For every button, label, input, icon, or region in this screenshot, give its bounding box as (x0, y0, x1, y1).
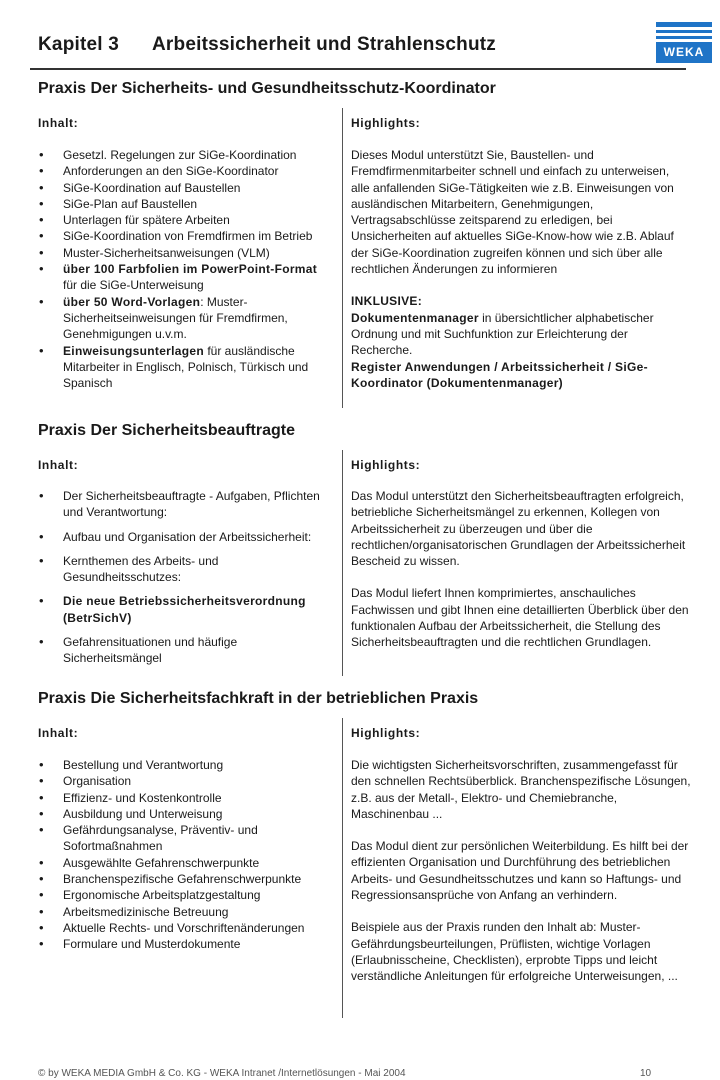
inklusive-bold: Dokumentenmanager (351, 310, 479, 325)
item-bold-text: über 100 Farbfolien im PowerPoint-Format (63, 262, 318, 277)
item-text: Ausgewählte Gefahrenschwerpunkte (63, 855, 260, 870)
item-bold-text: über 50 Word-Vorlagen (63, 294, 201, 309)
register-path: Register Anwendungen / Arbeitssicherheit / SiGe-Koordinator (Dokumentenmanager) (351, 359, 648, 390)
logo-stripe (656, 27, 712, 30)
inhalt-list (38, 488, 328, 675)
highlights-heading: Highlights: (351, 458, 421, 472)
list-item (38, 196, 328, 212)
item-text: Bestellung und Verantwortung (63, 758, 224, 772)
highlights-heading: Highlights: (351, 726, 421, 740)
list-item (38, 180, 328, 196)
item-text: für ausländische Mitarbeiter in Englisch, Polnisch, Türkisch und Spanisch (63, 343, 309, 391)
item-text: Unterlagen für spätere Arbeiten (63, 213, 230, 228)
item-text: Formulare und Musterdokumente (63, 937, 241, 952)
item-text: Gefahrensituationen und häufige Sicherheitsmängel (63, 635, 238, 666)
inhalt-list (38, 147, 328, 391)
column-divider (342, 108, 343, 408)
logo-stripe (656, 39, 712, 42)
list-item (38, 529, 328, 545)
item-text: SiGe-Koordination von Fremdfirmen im Betrieb (63, 229, 313, 244)
item-text: für die SiGe-Unterweisung (63, 278, 204, 293)
section-title: Praxis Der Sicherheitsbeauftragte (38, 422, 295, 439)
inklusive-text: in übersichtlicher alphabetischer Ordnung und mit Suchfunktion zur Erleichterung der Recherche. (351, 310, 654, 358)
list-item (38, 147, 328, 163)
item-text: Ausbildung und Unterweisung (63, 806, 223, 821)
highlights-paragraph: Das Modul unterstützt den Sicherheitsbeauftragten erfolgreich, betriebliche Sicherheitsmängel zu erkennen, Kollegen von Arbeitssicherheit zu überzeugen und über die rechtlichen/organisatorischen Grundlagen der Arbeitssicherheit Bescheid zu wissen. (351, 489, 686, 569)
logo-text: WEKA (663, 45, 705, 59)
item-text: : Muster-Sicherheitseinweisungen für Fremdfirmen, Genehmigungen u.v.m. (63, 294, 288, 342)
list-item (38, 261, 328, 294)
list-item (38, 757, 328, 773)
item-text: Gefährdungsanalyse, Präventiv- und Sofortmaßnahmen (63, 823, 258, 854)
inhalt-heading: Inhalt: (38, 116, 79, 130)
item-text: Kernthemen des Arbeits- und Gesundheitsschutzes: (63, 553, 219, 585)
list-item (38, 228, 328, 244)
item-text: Organisation (63, 774, 132, 789)
item-text: Gesetzl. Regelungen zur SiGe-Koordination (63, 148, 297, 162)
list-item (38, 553, 328, 586)
logo-stripe (656, 33, 712, 36)
highlights-paragraph: Das Modul liefert Ihnen komprimiertes, anschauliches Fachwissen und gibt Ihnen eine detaillierten Überblick über den funktionalen Aufbau der Arbeitssicherheit, die Stellung des Sicherheitsbeauftragten und die rechtlichen Grundlagen. (351, 586, 689, 650)
item-text: Arbeitsmedizinische Betreuung (63, 904, 229, 919)
item-text: Aufbau und Organisation der Arbeitssicherheit: (63, 529, 312, 544)
item-bold-text: Die neue Betriebssicherheitsverordnung (BetrSichV) (63, 594, 306, 625)
chapter-title: Arbeitssicherheit und Strahlenschutz (152, 34, 496, 55)
item-bold-text: Einweisungsunterlagen (63, 343, 204, 358)
column-divider (342, 718, 343, 1018)
list-item (38, 593, 328, 626)
list-item (38, 871, 328, 887)
list-item (38, 936, 328, 952)
item-text: Ergonomische Arbeitsplatzgestaltung (63, 888, 261, 903)
item-text: Aktuelle Rechts- und Vorschriftenänderungen (63, 920, 305, 935)
chapter-label: Kapitel 3 (38, 34, 119, 55)
highlights-block (351, 757, 691, 1001)
list-item (38, 294, 328, 343)
item-text: Branchenspezifische Gefahrenschwerpunkte (63, 872, 302, 887)
list-item (38, 855, 328, 871)
item-text: Der Sicherheitsbeauftragte - Aufgaben, Pflichten und Verantwortung: (63, 489, 320, 520)
list-item (38, 488, 328, 521)
section-title: Praxis Der Sicherheits- und Gesundheitsschutz-Koordinator (38, 80, 496, 97)
highlights-paragraph: Dieses Modul unterstützt Sie, Baustellen- und Fremdfirmenmitarbeiter schnell und einfach zu unterweisen, alle anfallenden SiGe-Tätigkeiten wie z.B. Einweisungen von ausländischen Mitarbeitern, Genehmigungen, Vertragsabschlüsse zeitsparend zu erledigen, bei Unsicherheiten auf aktuelles SiGe-Know-how wie z.B. Ablauf der SiGe-Koordination zugreifen können und sich über alle rechtlichen Änderungen zu informieren (351, 148, 674, 277)
list-item (38, 822, 328, 855)
item-text: SiGe-Koordination auf Baustellen (63, 180, 241, 195)
item-text: Muster-Sicherheitsanweisungen (VLM) (63, 245, 270, 260)
highlights-paragraph: Das Modul dient zur persönlichen Weiterbildung. Es hilft bei der effizienten Organisation und Durchführung des betrieblichen Arbeits- und Gesundheitsschutzes und kann so Haftungs- und Regressionsansprüche von Anfang an verhindern. (351, 839, 689, 903)
list-item (38, 920, 328, 936)
highlights-paragraph: Beispiele aus der Praxis runden den Inhalt ab: Muster-Gefährdungsbeurteilungen, Prüflisten, wichtige Vorlagen (Erlaubnisscheine, Checklisten), erprobte Tipps und leicht verständliche Anleitungen für erfolgreiche Unterweisungen, ... (351, 920, 678, 984)
inklusive-paragraph (351, 310, 691, 359)
item-text: SiGe-Plan auf Baustellen (63, 196, 198, 211)
list-item (38, 904, 328, 920)
highlights-heading: Highlights: (351, 116, 421, 130)
list-item (38, 245, 328, 261)
highlights-paragraph: Die wichtigsten Sicherheitsvorschriften, zusammengefasst für den schnellen Rechtsüberblick. Branchenspezifische Lösungen, z.B. aus der Metall-, Elektro- und Chemiebranche, Maschinenbau ... (351, 758, 691, 821)
list-item (38, 212, 328, 228)
item-text: Effizienz- und Kostenkontrolle (63, 790, 222, 805)
list-item (38, 887, 328, 903)
highlights-block (351, 488, 691, 667)
weka-logo (656, 22, 712, 63)
list-item (38, 634, 328, 667)
list-item (38, 773, 328, 789)
footer-copyright: © by WEKA MEDIA GmbH & Co. KG - WEKA Intranet /Internetlösungen - Mai 2004 (38, 1068, 406, 1079)
page-header (0, 0, 720, 70)
list-item (38, 163, 328, 179)
header-divider (30, 68, 686, 70)
list-item (38, 790, 328, 806)
list-item (38, 343, 328, 392)
section-title: Praxis Die Sicherheitsfachkraft in der betrieblichen Praxis (38, 690, 479, 707)
inhalt-list (38, 757, 328, 953)
inklusive-label: INKLUSIVE: (351, 294, 423, 309)
column-divider (342, 450, 343, 676)
inhalt-heading: Inhalt: (38, 458, 79, 472)
item-text: Anforderungen an den SiGe-Koordinator (63, 164, 279, 179)
list-item (38, 806, 328, 822)
page-number: 10 (640, 1068, 652, 1079)
highlights-block (351, 147, 691, 391)
inhalt-heading: Inhalt: (38, 726, 79, 740)
